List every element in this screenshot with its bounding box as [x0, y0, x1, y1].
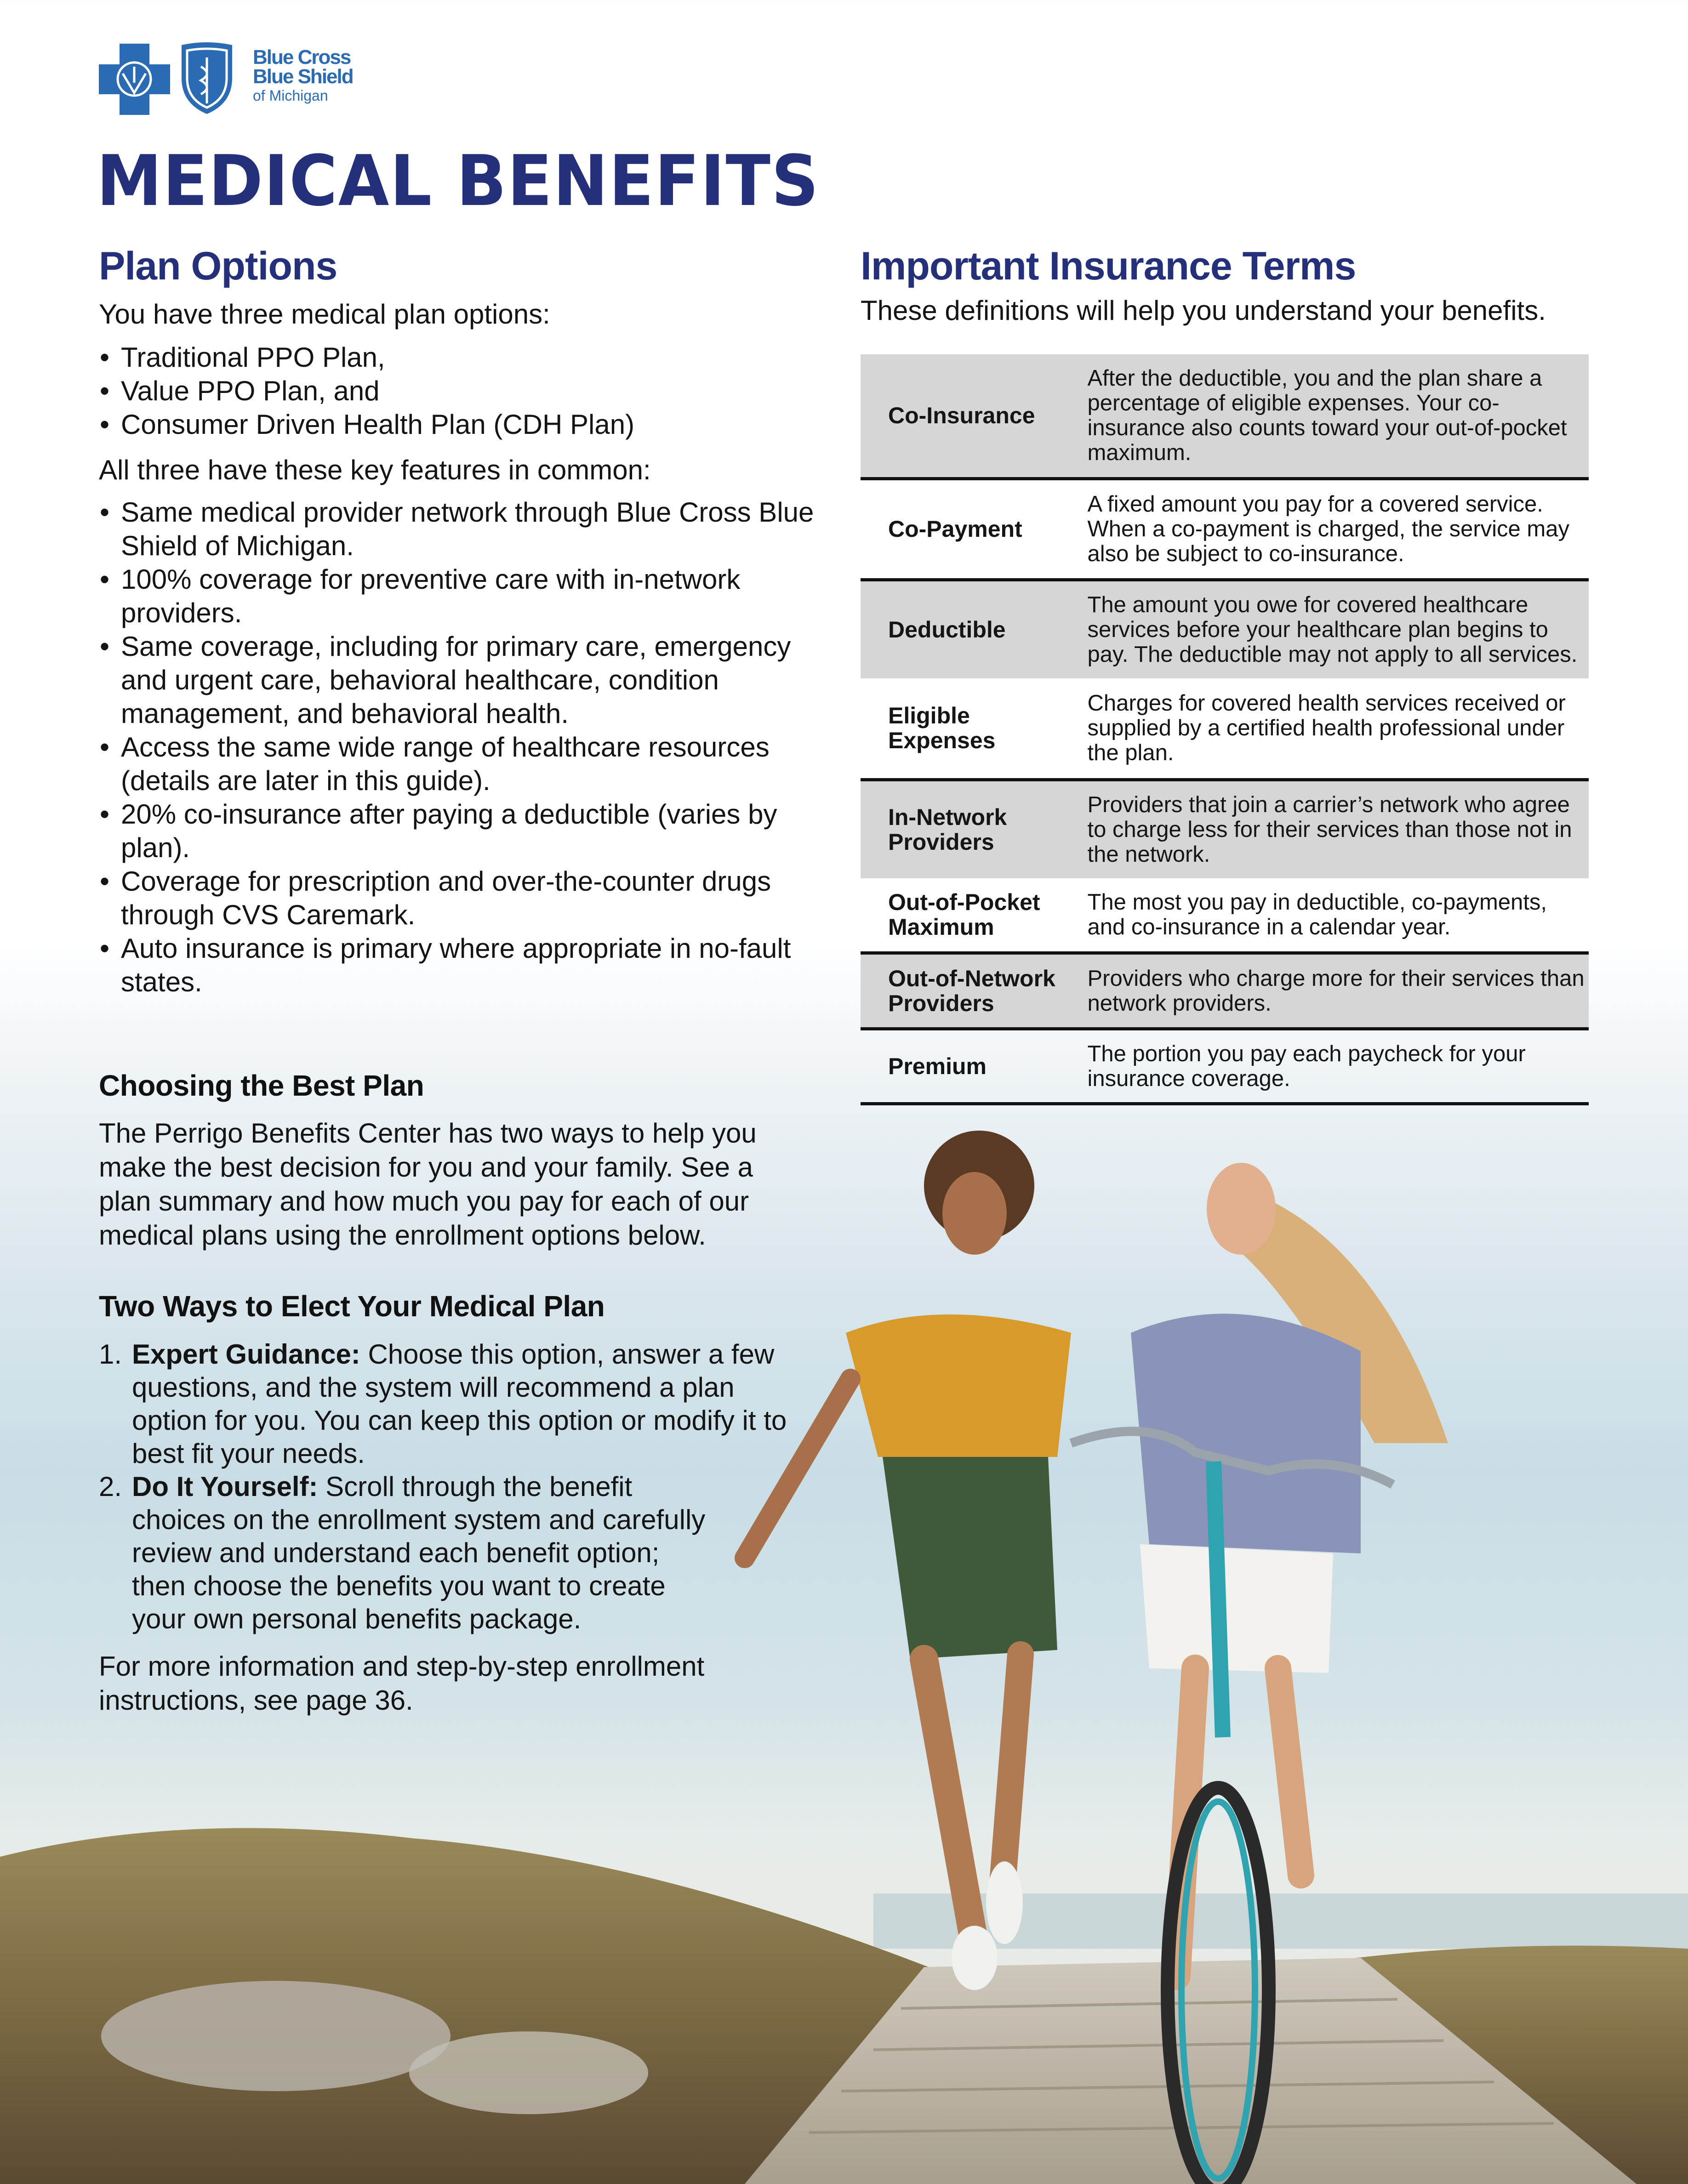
- term-definition: The most you pay in deductible, co-payments, and co-insurance in a calendar year.: [1087, 878, 1589, 953]
- two-ways-heading: Two Ways to Elect Your Medical Plan: [99, 1290, 605, 1323]
- plan-options-heading: Plan Options: [99, 244, 337, 288]
- insurance-terms-section: [861, 244, 1589, 1105]
- term-name: Deductible: [861, 580, 1087, 678]
- logo-line-1: Blue Cross: [253, 46, 351, 68]
- two-ways-section: [99, 1289, 816, 1718]
- page-title: MEDICAL BENEFITS: [97, 140, 820, 222]
- plan-item: • Traditional PPO Plan,: [99, 341, 834, 374]
- feature-item: • Auto insurance is primary where appropriate in no-fault states.: [99, 932, 830, 999]
- term-definition: Providers that join a carrier’s network who agree to charge less for their services than those not in the network.: [1087, 779, 1589, 878]
- plan-list: [99, 341, 834, 441]
- term-name: Out-of-Network Providers: [861, 953, 1087, 1029]
- term-row: [861, 779, 1589, 878]
- term-name: Out-of-Pocket Maximum: [861, 878, 1087, 953]
- term-definition: After the deductible, you and the plan share a percentage of eligible expenses. Your co-insurance also counts toward your out-of-pocket maximum.: [1087, 354, 1589, 478]
- term-name: Premium: [861, 1029, 1087, 1103]
- term-row: [861, 878, 1589, 953]
- term-definition: The portion you pay each paycheck for your insurance coverage.: [1087, 1029, 1589, 1103]
- features-intro: All three have these key features in common:: [99, 455, 651, 485]
- option-number: 1.: [99, 1339, 122, 1370]
- plan-options-section: [99, 244, 834, 999]
- choosing-body: The Perrigo Benefits Center has two ways to help you make the best decision for you and your family. See a plan summary and how much you pay for each of our medical plans using the enrollment options below.: [99, 1118, 757, 1251]
- features-list: [99, 495, 830, 999]
- logo-line-2: Blue Shield: [253, 65, 353, 88]
- enrollment-footer: For more information and step-by-step enrollment instructions, see page 36.: [99, 1651, 705, 1716]
- plan-item: • Value PPO Plan, and: [99, 374, 834, 408]
- option-label: Do It Yourself:: [132, 1471, 318, 1502]
- term-row: [861, 953, 1589, 1029]
- term-row: [861, 678, 1589, 779]
- rocks: [101, 1981, 451, 2091]
- choosing-heading: Choosing the Best Plan: [99, 1069, 424, 1102]
- term-row: [861, 478, 1589, 580]
- terms-table: [861, 354, 1589, 1105]
- two-ways-list: [99, 1338, 816, 1636]
- feature-item: • Coverage for prescription and over-the-counter drugs through CVS Caremark.: [99, 864, 830, 932]
- option-text: Scroll through the benefit choices on the enrollment system and carefully review and understand each benefit option; then choose the benefits you want to create your own personal benefits package.: [132, 1471, 706, 1634]
- feature-item: • 20% co-insurance after paying a deductible (varies by plan).: [99, 797, 830, 864]
- term-definition: The amount you owe for covered healthcare services before your healthcare plan begins to pay. The deductible may not apply to all services.: [1087, 580, 1589, 678]
- rocks: [409, 2031, 648, 2114]
- term-definition: Charges for covered health services received or supplied by a certified health professional under the plan.: [1087, 678, 1589, 779]
- feature-item: • Same coverage, including for primary care, emergency and urgent care, behavioral healthcare, condition management, and behavioral health.: [99, 630, 830, 730]
- option-expert-guidance: [99, 1338, 807, 1470]
- term-name: Co-Insurance: [861, 354, 1087, 478]
- term-name: In-Network Providers: [861, 779, 1087, 878]
- feature-item: • Same medical provider network through Blue Cross Blue Shield of Michigan.: [99, 495, 830, 563]
- term-definition: Providers who charge more for their services than network providers.: [1087, 953, 1589, 1029]
- plan-item: • Consumer Driven Health Plan (CDH Plan): [99, 408, 834, 441]
- term-name: Eligible Expenses: [861, 678, 1087, 779]
- plan-options-intro: You have three medical plan options:: [99, 299, 550, 330]
- option-number: 2.: [99, 1471, 122, 1502]
- option-label: Expert Guidance:: [132, 1339, 360, 1370]
- term-row: [861, 354, 1589, 478]
- term-name: Co-Payment: [861, 478, 1087, 580]
- term-definition: A fixed amount you pay for a covered service. When a co-payment is charged, the service may also be subject to co-insurance.: [1087, 478, 1589, 580]
- term-row: [861, 580, 1589, 678]
- feature-item: • 100% coverage for preventive care with in-network providers.: [99, 563, 830, 630]
- logo-line-3: of Michigan: [253, 87, 328, 104]
- term-row: [861, 1029, 1589, 1103]
- bcbs-logo: [99, 41, 375, 115]
- feature-item: • Access the same wide range of healthcare resources (details are later in this guide).: [99, 730, 830, 797]
- option-text: Choose this option, answer a few questions, and the system will recommend a plan option for you. You can keep this option or modify it to best fit your needs.: [132, 1339, 787, 1469]
- terms-heading: Important Insurance Terms: [861, 244, 1356, 288]
- choosing-section: [99, 1069, 779, 1252]
- terms-intro: These definitions will help you understand your benefits.: [861, 295, 1546, 326]
- option-do-it-yourself: [99, 1470, 710, 1636]
